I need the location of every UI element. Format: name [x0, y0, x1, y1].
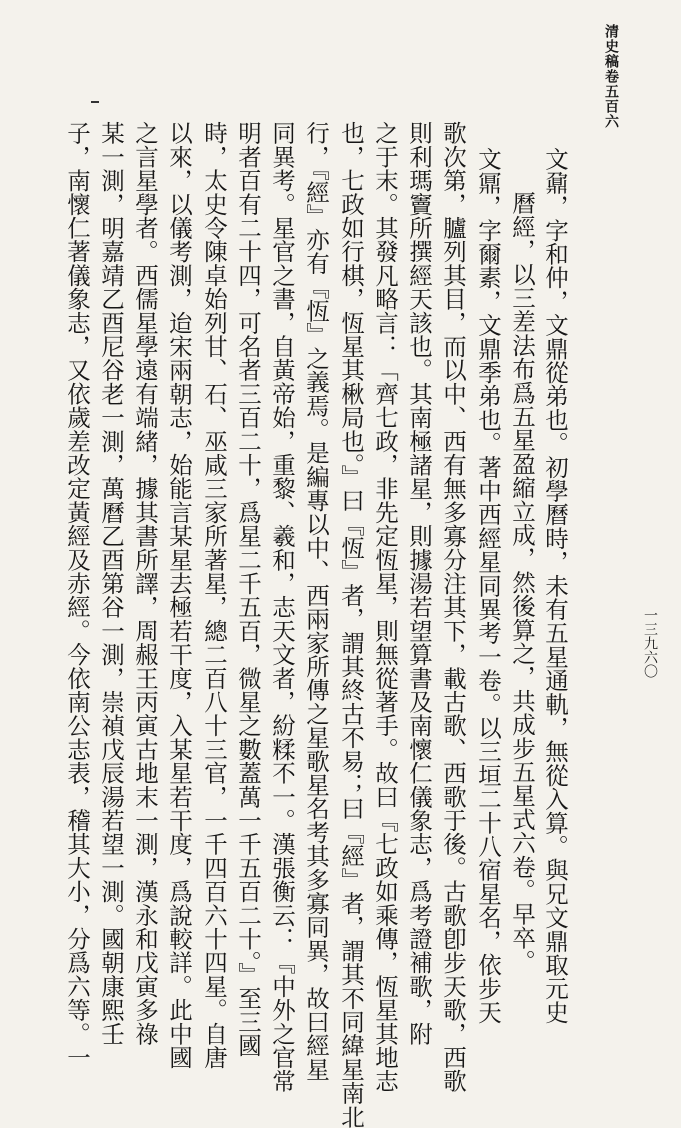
text-column: 則利瑪竇所撰經天該也。其南極諸星，則據湯若望算書及南懷仁儀象志，爲考證補歌，附	[405, 121, 433, 1046]
text-column: 同異考。星官之書，自黃帝始，重黎、羲和，志天文者，紛糅不一。漢張衡云：『中外之官常	[268, 121, 296, 1093]
text-column: 行，『經』亦有『恆』之義焉。是編專以中、西兩家所傳之星歌星名考其多寡同異，故曰經星	[302, 121, 330, 1081]
page-number: 一三九六〇	[642, 608, 658, 678]
text-column: 文鼐，字和仲，文鼎從弟也。初學曆時，未有五星通軌，無從入算。與兄文鼎取元史	[541, 147, 569, 1024]
text-column: 曆經，以三差法布爲五星盈縮立成，然後算之，共成步五星式六卷。早卒。	[508, 191, 536, 974]
text-column: 子，南懷仁著儀象志，又依歲差改定黃經及赤經。今依南公志表，稽其大小，分爲六等。一	[63, 121, 91, 1069]
text-column: 之言星學者。西儒星學遠有端緒，據其書所譯，周赧王丙寅古地末一測，漢永和戊寅多祿	[131, 121, 159, 1046]
text-column: 以來，以儀考測，迨宋兩朝志，始能言某星去極若干度，入某星若干度，爲說較詳。此中國	[165, 121, 193, 1069]
text-column: 文鼏，字爾素，文鼎季弟也。著中西經星同異考一卷。以三垣二十八宿星名，依步天	[474, 147, 502, 1024]
text-column: 某一測，明嘉靖乙酉尼谷老一測，萬曆乙酉第谷一測，崇禎戊辰湯若望一測。國朝康熙壬	[97, 121, 125, 1046]
text-column: 時，太史令陳卓始列甘、石、巫咸三家所著星，總二百八十三官，一千四百六十四星。自唐	[200, 121, 228, 1069]
text-column: 明者百有二十四，可名者三百二十，爲星二千五百，微星之數蓋萬一千五百二十。』至三國	[234, 121, 262, 1058]
running-header: 清史稿卷五百六	[603, 24, 619, 129]
margin-mark	[91, 101, 99, 103]
text-column: 歌次第，臚列其目，而以中、西有無多寡分注其下，載古歌、西歌于後。古歌卽步天歌，西歌	[439, 121, 467, 1093]
text-column: 也，七政如行棋，恆星其楸局也。』曰『恆』者，謂其終古不易；曰『經』者，謂其不同緯星南北	[337, 121, 365, 1128]
text-column: 之于末。其發凡略言：「齊七政，非先定恆星，則無從著手。故曰『七政如乘傳，恆星其地志	[371, 121, 399, 1093]
